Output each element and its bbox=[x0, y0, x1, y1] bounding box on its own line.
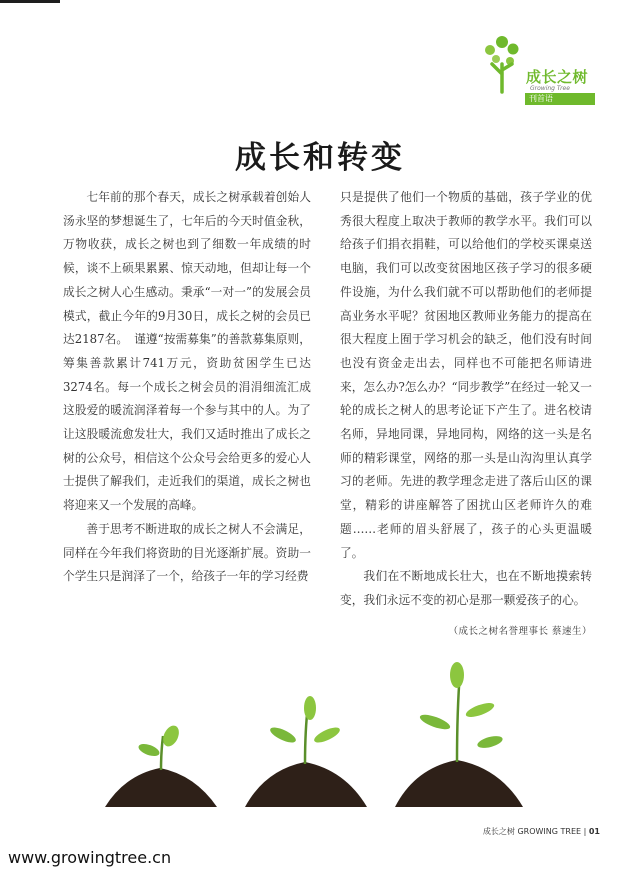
section-tag: 刊首语 bbox=[525, 93, 595, 105]
signature: （成长之树名誉理事长 蔡速生） bbox=[448, 626, 592, 637]
page-number: 01 bbox=[588, 827, 600, 836]
paragraph: 善于思考不断进取的成长之树人不会满足，同样在今年我们将资助的目光逐渐扩展。资助一个学生只是润泽了一个，给孩子一年的学习经费 bbox=[63, 521, 311, 584]
logo-subtitle: Growing Tree bbox=[530, 85, 570, 92]
website-watermark: www.growingtree.cn bbox=[8, 848, 172, 867]
top-edge-bar bbox=[0, 0, 60, 3]
magazine-name: 成长之树 GROWING TREE bbox=[482, 827, 582, 836]
right-column bbox=[340, 186, 592, 613]
paragraph: 我们在不断地成长壮大，也在不断地摸索转变，我们永远不变的初心是那一颗爱孩子的心。 bbox=[340, 569, 592, 607]
paragraph: 只是提供了他们一个物质的基础，孩子学业的优秀很大程度上取决于教师的教学水平。我们可以给孩子们捐衣捐鞋，可以给他们的学校买课桌送电脑，我们可以改变贫困地区孩子学习的很多硬件设施，为什么我们就不可以帮助他们的老师提高业务水平呢？贫困地区教师业务能力的提高在很大程度上囿于学习机会的缺乏，他们没有时间也没有资金走出去，同样也不可能把名师请进来，怎么办?怎么办？“同步教学”在经过一轮又一轮的成长之树人的思考论证下产生了。进名校请名师，异地同课，异地同构，网络的这一头是名师的精彩课堂，网络的那一头是山沟沟里认真学习的老师。先进的教学理念走进了落后山区的课堂，精彩的讲座解答了困扰山区老师许久的难题……老师的眉头舒展了，孩子的心头更温暖了。 bbox=[340, 190, 592, 560]
growing-tree-logo bbox=[480, 34, 595, 106]
article-title: 成长和转变 bbox=[235, 140, 405, 176]
logo-title: 成长之树 bbox=[526, 68, 589, 86]
footer-separator: | bbox=[583, 827, 587, 836]
left-column bbox=[63, 186, 311, 589]
seedling-large-icon bbox=[395, 662, 523, 807]
page-footer bbox=[483, 826, 600, 837]
tree-logo-icon bbox=[480, 34, 526, 94]
seedling-small-icon bbox=[105, 723, 217, 807]
seedlings-illustration bbox=[105, 650, 535, 810]
seedling-medium-icon bbox=[245, 696, 367, 807]
paragraph: 七年前的那个春天，成长之树承载着创始人汤永坚的梦想诞生了，七年后的今天时值金秋，万物收获，成长之树也到了细数一年成绩的时候，谈不上硕果累累、惊天动地，但却让每一个成长之树人心生感动。秉承“一对一”的发展会员模式，截止今年的9月30日，成长之树的会员已达2187名。 谨遵“按需募集”的善款募集原则，筹集善款累计741万元，资助贫困学生已达3274名。每一个成长之树会员的涓涓细流汇成这股爱的暖流润泽着每一个参与其中的人。为了让这股暖流愈发壮大，我们又适时推出了成长之树的公众号，相信这个公众号会给更多的爱心人士提供了解我们，走近我们的渠道，成长之树也将迎来又一个发展的高峰。 bbox=[63, 190, 311, 513]
